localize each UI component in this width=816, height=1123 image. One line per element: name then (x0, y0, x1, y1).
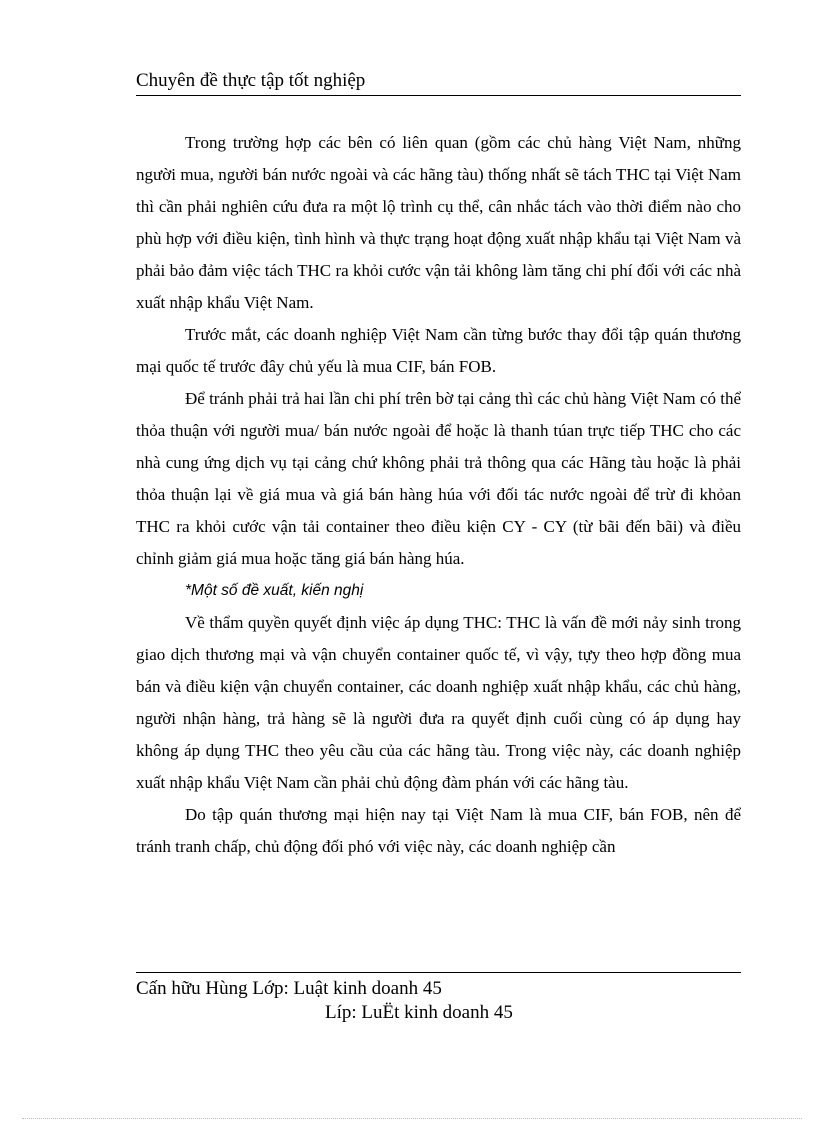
paragraph-avoid-double-payment: Để tránh phải trả hai lần chi phí trên bờ tại cảng thì các chủ hàng Việt Nam có thể thỏa thuận với người mua/ bán nước ngoài để hoặc là thanh túan trực tiếp THC cho các nhà cung ứng dịch vụ tại cảng chứ không phải trả thông qua các Hãng tàu hoặc là phải thỏa thuận lại về giá mua và giá bán hàng húa với đối tác nước ngoài để trừ đi khỏan THC ra khỏi cước vận tải container theo điều kiện CY - CY (từ bãi đến bãi) và điều chỉnh giảm giá mua hoặc tăng giá bán hàng húa. (136, 389, 741, 568)
header-rule (136, 95, 741, 96)
running-header: Chuyên đề thực tập tốt nghiệp (136, 70, 366, 91)
paragraph-trade-practice: Trước mắt, các doanh nghiệp Việt Nam cần từng bước thay đổi tập quán thương mại quốc tế trước đây chủ yếu là mua CIF, bán FOB. (136, 325, 741, 376)
section-heading-recommendations: *Một số đề xuất, kiến nghị (185, 582, 364, 599)
footer-rule (136, 972, 741, 973)
document-body (136, 127, 741, 863)
paragraph-thc-separation: Trong trường hợp các bên có liên quan (gồm các chủ hàng Việt Nam, những người mua, người bán nước ngoài và các hãng tàu) thống nhất sẽ tách THC tại Việt Nam thì cần phải nghiên cứu đưa ra một lộ trình cụ thể, cân nhắc tách vào thời điểm nào cho phù hợp với điều kiện, tình hình và thực trạng hoạt động xuất nhập khẩu tại Việt Nam và phải bảo đảm việc tách THC ra khỏi cước vận tải không làm tăng chi phí đối với các nhà xuất nhập khẩu Việt Nam. (136, 133, 741, 312)
paragraph-decision-authority: Về thẩm quyền quyết định việc áp dụng THC: THC là vấn đề mới nảy sinh trong giao dịch thương mại và vận chuyển container quốc tế, vì vậy, tựy theo hợp đồng mua bán và điều kiện vận chuyển container, các doanh nghiệp xuất nhập khẩu, các chủ hàng, người nhận hàng, trả hàng sẽ là người đưa ra quyết định cuối cùng có áp dụng hay không áp dụng THC theo yêu cầu của các hãng tàu. Trong việc này, các doanh nghiệp xuất nhập khẩu Việt Nam cần phải chủ động đàm phán với các hãng tàu. (136, 613, 741, 792)
page-bottom-edge (22, 1118, 802, 1119)
paragraph-cif-fob: Do tập quán thương mại hiện nay tại Việt Nam là mua CIF, bán FOB, nên để tránh tranh chấp, chủ động đối phó với việc này, các doanh nghiệp cần (136, 805, 741, 856)
footer-class-garbled: Líp: LuËt kinh doanh 45 (325, 1002, 513, 1023)
footer-author-class: Cấn hữu Hùng Lớp: Luật kinh doanh 45 (136, 978, 442, 999)
